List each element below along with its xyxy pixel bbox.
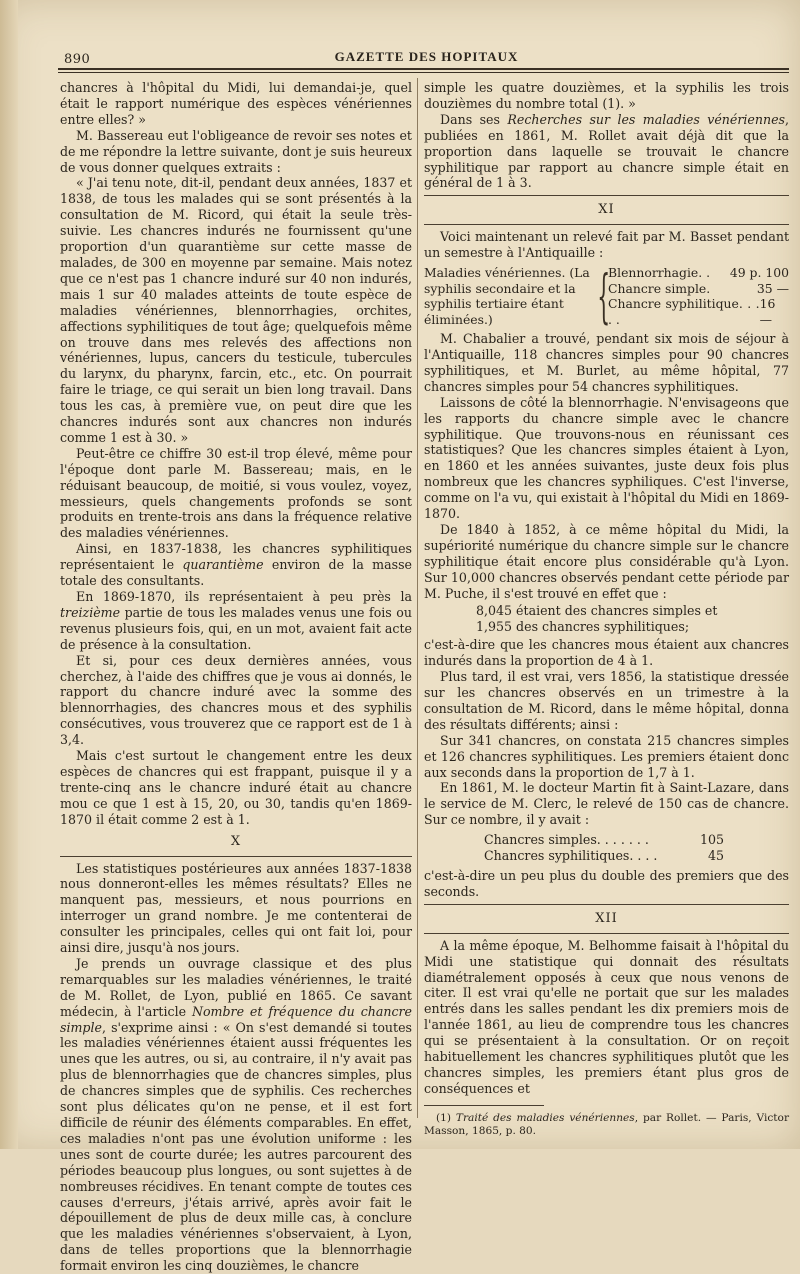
table-row: [484, 832, 724, 848]
paragraph: Mais c'est surtout le changement entre les deux espèces de chancres qui est frappant, puisque il y a trente-cinq ans le chancre induré était au chancre mou ce que 1 est à 15, 20, ou 30, tandis qu'en 1869-1870 il était comme 2 est à 1.: [60, 748, 412, 827]
emphasis: Traité des maladies vénériennes: [455, 1111, 635, 1124]
row-value: 16 —: [759, 296, 776, 327]
emphasis: Nombre et fréquence du chancre simple: [60, 1003, 412, 1035]
paragraph: simple les quatre douzièmes, et la syphilis les trois douzièmes du nombre total (1). »: [424, 80, 789, 111]
text-run: environ de la masse totale des consultants.: [60, 557, 413, 589]
table-row: [608, 281, 789, 297]
stats-table-values: [608, 265, 789, 327]
table-row: [608, 296, 789, 327]
row-label: Chancres simples. . . . . . .: [484, 832, 649, 848]
row-label: Chancres syphilitiques. . . .: [484, 848, 658, 864]
column-divider: [417, 78, 418, 1118]
brace-glyph: {: [597, 262, 611, 331]
paragraph: Plus tard, il est vrai, vers 1856, la statistique dressée sur les chancres observés en un trimestre à la consultation de M. Ricord, dans le même hôpital, donna des résultats différents; ainsi :: [424, 669, 789, 732]
table-row: [484, 848, 724, 864]
paragraph: c'est-à-dire un peu plus du double des premiers que des seconds.: [424, 867, 789, 899]
section-heading-x: X: [230, 833, 242, 849]
row-value: 45: [707, 848, 724, 864]
paragraph: [60, 541, 412, 589]
emphasis: quarantième: [182, 557, 264, 573]
paragraph: Laissons de côté la blennorrhagie. N'envisageons que les rapports du chancre simple avec le chancre syphilitique. Que trouvons-nous en réunissant ces statistiques? Que les chancres simples étaient à Lyon, en 1860 et les années suivantes, juste deux fois plus nombreux que les chancres syphiliques. C'est l'inverse, comme on l'a vu, qui existait à l'hôpital du Midi en 1869-1870.: [424, 394, 789, 522]
row-label: Blennorrhagie. .: [608, 265, 711, 281]
text-run: Dans ses: [440, 111, 508, 127]
paragraph: « J'ai tenu note, dit-il, pendant deux années, 1837 et 1838, de tous les malades qui se sont présentés à la consultation de M. Ricord, qui était la seule très-suivie. Les chancres indurés ne fournissent qu'une proportion d'un quarantième sur cette masse de malades, de 300 en moyenne par semaine. Mais notez que ce n'est pas 1 chancre induré sur 40 non indurés, mais 1 sur 40 malades atteints de toute espèce de maladies vénériennes, blennorrhagies, orchites, affections syphilitiques de tout âge; quelquefois même on trouve dans mes relevés des affections non vénériennes, lupus, cancers du testicule, tubercules du larynx, du pharynx, farcin, etc., etc. On pourrait faire le triage, ce qui serait un bien long travail. Dans tous les cas, à première vue, on peut dire que les chancres indurés sont aux chancres non indurés comme 1 est à 30. »: [60, 175, 412, 445]
paragraph: Et si, pour ces deux dernières années, vous cherchez, à l'aide des chiffres que je vous ai donnés, le rapport du chancre induré avec la somme des blennorrhagies, des chancres mous et des syphilis consécutives, vous trouverez que ce rapport est de 1 à 3,4.: [60, 652, 412, 748]
row-value: 49 p. 100: [729, 265, 789, 281]
row-label: Chancre syphilitique. . . . .: [608, 296, 760, 327]
text-run: , publiées en 1861, M. Rollet avait déjà dit que la proportion dans laquelle se trouvait le chancre syphilitique par rapport au chancre simple était en général de 1 à 3.: [424, 111, 789, 191]
paragraph: [60, 956, 412, 1274]
paragraph: Voici maintenant un relevé fait par M. Basset pendant un semestre à l'Antiquaille :: [424, 229, 789, 261]
paragraph: En 1861, M. le docteur Martin fit à Saint-Lazare, dans le service de M. Clerc, le relevé de 150 cas de chancre. Sur ce nombre, il y avait :: [424, 780, 789, 828]
paragraph: chancres à l'hôpital du Midi, lui demandai-je, quel était le rapport numérique des espèces vénériennes entre elles? »: [60, 80, 412, 127]
page-edge-shadow: [0, 0, 18, 1149]
antiquaille-stats-table: [424, 262, 789, 331]
emphasis: treizième: [60, 604, 121, 620]
footnote: [424, 1112, 789, 1138]
right-column: [424, 80, 789, 1138]
row-label: Chancre simple.: [608, 280, 711, 296]
header-rule-thick: [58, 68, 789, 70]
section-rule: [424, 195, 789, 196]
table-row: [608, 265, 789, 281]
list-item: 1,955 des chancres syphilitiques;: [476, 619, 690, 635]
paragraph: [60, 589, 412, 653]
stats-table-caption: Maladies vénériennes. (La syphilis secondaire et la syphilis tertiaire étant éliminées.): [424, 265, 590, 327]
section-heading-xi: XI: [598, 202, 615, 218]
journal-title: GAZETTE DES HOPITAUX: [334, 49, 519, 64]
section-rule: [424, 224, 789, 225]
section-rule: [60, 856, 412, 857]
text-run: (1): [436, 1111, 456, 1124]
paragraph: De 1840 à 1852, à ce même hôpital du Midi, la supériorité numérique du chancre simple sur le chancre syphilitique était encore plus considérable qu'à Lyon. Sur 10,000 chancres observés pendant cette période par M. Puche, il s'est trouvé en effet que :: [424, 521, 789, 601]
puche-figures-list: [476, 603, 789, 635]
text-run: , s'exprime ainsi : « On s'est demandé si toutes les maladies vénériennes étaient aussi fréquentes les unes que les autres, ou si, au contraire, il n'y avait pas plus de blennorrhagies que de chancres simples, plus de chancres simples que de syphilis. Ces recherches sont plus délicates qu'on ne pense, et il est fort difficile de réunir des éléments comparables. En effet, ces maladies n'ont pas une évolution uniforme : les unes sont de courte durée; les autres parcourent des périodes beaucoup plus longues, ou sont sujettes à de nombreuses récidives. En tenant compte de toutes ces causes d'erreurs, j'étais arrivé, après avoir fait le dépouillement de plus de deux mille cas, à conclure que les maladies vénériennes s'observaient, à Lyon, dans de telles proportions que la blennorrhagie formait environ les cinq douzièmes, le chancre: [60, 1019, 412, 1274]
paragraph: M. Bassereau eut l'obligeance de revoir ses notes et de me répondre la lettre suivante, dont je suis heureux de vous donner quelques extraits :: [60, 127, 412, 175]
text-run: , par Rollet. — Paris, Victor Masson, 1865, p. 80.: [424, 1111, 790, 1137]
text-run: En 1869-1870, ils représentaient à peu près la: [76, 589, 412, 604]
left-column: [60, 80, 412, 1274]
header-rule-thin: [58, 72, 789, 73]
text-run: Je prends un ouvrage classique et des plus remarquables sur les maladies vénériennes, le traité de M. Rollet, de Lyon, publié en 1865. Ce savant médecin, à l'article: [60, 955, 412, 1019]
text-run: partie de tous les malades venus une fois ou revenus plusieurs fois, qui, en un mot, avaient fait acte de présence à la consultation.: [60, 604, 412, 652]
list-item: 8,045 étaient des chancres simples et: [476, 603, 718, 619]
saint-lazare-table: [484, 832, 724, 864]
section-rule: [424, 904, 789, 905]
paragraph: c'est-à-dire que les chancres mous étaient aux chancres indurés dans la proportion de 4 à 1.: [424, 637, 789, 669]
paragraph: Peut-être ce chiffre 30 est-il trop élevé, même pour l'époque dont parle M. Bassereau; mais, en le réduisant beaucoup, de moitié, si vous voulez, voyez, messieurs, quels changements profonds se sont produits en trente-trois ans dans la fréquence relative des maladies vénériennes.: [60, 445, 412, 541]
row-value: 105: [699, 832, 724, 848]
footnote-rule: [424, 1105, 544, 1106]
paragraph: Les statistiques postérieures aux années 1837-1838 nous donneront-elles les mêmes résultats? Elles ne manquent pas, messieurs, et nous pourrions en interroger un grand nombre. Je me contenterai de consulter les principales, celles qui ont fait loi, pour ainsi dire, jusqu'à nos jours.: [60, 860, 412, 956]
page-number: 890: [64, 52, 91, 67]
paragraph: Sur 341 chancres, on constata 215 chancres simples et 126 chancres syphilitiques. Les premiers étaient donc aux seconds dans la proportion de 1,7 à 1.: [424, 732, 789, 780]
emphasis: Recherches sur les maladies vénériennes: [507, 111, 785, 127]
paragraph: M. Chabalier a trouvé, pendant six mois de séjour à l'Antiquaille, 118 chancres simples pour 90 chancres syphilitiques, et M. Burlet, au même hôpital, 77 chancres simples pour 54 chancres syphilitiques.: [424, 331, 789, 394]
section-heading-xii: XII: [595, 910, 618, 926]
paragraph: [424, 112, 789, 192]
text-run: Ainsi, en 1837-1838, les chancres syphilitiques représentaient le: [60, 541, 412, 573]
section-rule: [424, 933, 789, 934]
row-value: 35 —: [756, 280, 789, 296]
page-header: [64, 46, 789, 66]
paragraph: A la même époque, M. Belhomme faisait à l'hôpital du Midi une statistique qui donnait des résultats diamétralement opposés à ceux que nous venons de citer. Il est vrai qu'elle ne portait que sur les malades entrés dans les salles pendant les dix premiers mois de l'année 1861, au lieu de comprendre tous les chancres qui se présentaient à la consultation. Or on reçoit habituellement les chancres syphilitiques plutôt que les chancres simples, les premiers étant plus gros de conséquences et: [424, 937, 789, 1096]
